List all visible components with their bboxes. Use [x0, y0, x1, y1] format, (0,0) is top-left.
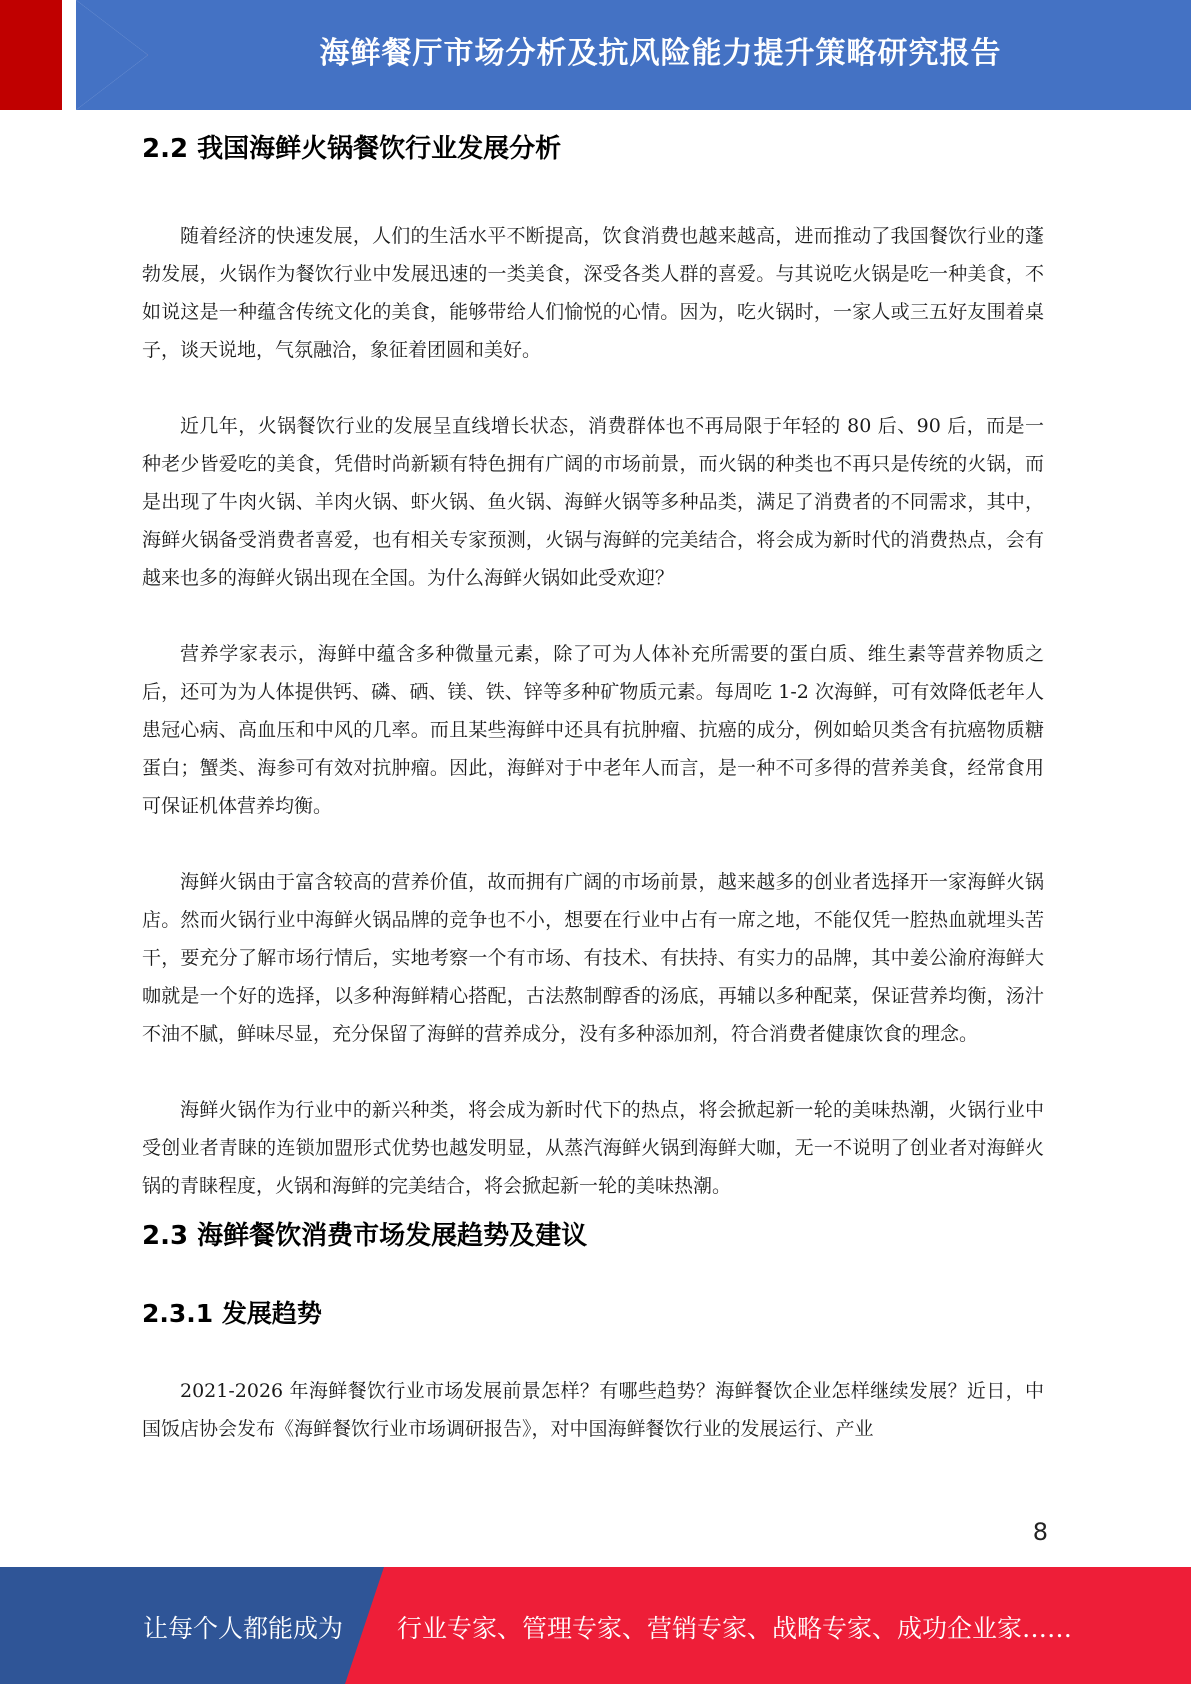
document-body	[142, 128, 1044, 1448]
paragraph: 海鲜火锅作为行业中的新兴种类，将会成为新时代下的热点，将会掀起新一轮的美味热潮，火锅行业中受创业者青睐的连锁加盟形式优势也越发明显，从蒸汽海鲜火锅到海鲜大咖，无一不说明了创业者对海鲜火锅的青睐程度，火锅和海鲜的完美结合，将会掀起新一轮的美味热潮。	[142, 1099, 1044, 1197]
section-heading-2-3: 2.3 海鲜餐饮消费市场发展趋势及建议	[142, 1221, 588, 1251]
paragraph: 近几年，火锅餐饮行业的发展呈直线增长状态，消费群体也不再局限于年轻的 80 后、90 后，而是一种老少皆爱吃的美食，凭借时尚新颖有特色拥有广阔的市场前景，而火锅的种类也不再只是传统的火锅，而是出现了牛肉火锅、羊肉火锅、虾火锅、鱼火锅、海鲜火锅等多种品类，满足了消费者的不同需求，其中，海鲜火锅备受消费者喜爱，也有相关专家预测，火锅与海鲜的完美结合，将会成为新时代的消费热点，会有越来也多的海鲜火锅出现在全国。为什么海鲜火锅如此受欢迎？	[142, 415, 1044, 589]
paragraph: 营养学家表示，海鲜中蕴含多种微量元素，除了可为人体补充所需要的蛋白质、维生素等营养物质之后，还可为为人体提供钙、磷、硒、镁、铁、锌等多种矿物质元素。每周吃 1-2 次海鲜，可有效降低老年人患冠心病、高血压和中风的几率。而且某些海鲜中还具有抗肿瘤、抗癌的成分，例如蛤贝类含有抗癌物质糖蛋白；蟹类、海参可有效对抗肿瘤。因此，海鲜对于中老年人而言，是一种不可多得的营养美食，经常食用可保证机体营养均衡。	[142, 643, 1044, 817]
paragraph: 2021-2026 年海鲜餐饮行业市场发展前景怎样？有哪些趋势？海鲜餐饮企业怎样继续发展？近日，中国饭店协会发布《海鲜餐饮行业市场调研报告》，对中国海鲜餐饮行业的发展运行、产业	[142, 1380, 1044, 1440]
section-heading-2-2: 2.2 我国海鲜火锅餐饮行业发展分析	[142, 134, 562, 164]
page-number: 8	[1032, 1518, 1048, 1546]
paragraph: 海鲜火锅由于富含较高的营养价值，故而拥有广阔的市场前景，越来越多的创业者选择开一家海鲜火锅店。然而火锅行业中海鲜火锅品牌的竞争也不小，想要在行业中占有一席之地，不能仅凭一腔热血就埋头苦干，要充分了解市场行情后，实地考察一个有市场、有技术、有扶持、有实力的品牌，其中姜公渝府海鲜大咖就是一个好的选择，以多种海鲜精心搭配，古法熬制醇香的汤底，再辅以多种配菜，保证营养均衡，汤汁不油不腻，鲜味尽显，充分保留了海鲜的营养成分，没有多种添加剂，符合消费者健康饮食的理念。	[142, 871, 1044, 1045]
page-footer	[0, 1567, 1191, 1684]
header-title: 海鲜餐厅市场分析及抗风险能力提升策略研究报告	[319, 36, 1002, 71]
footer-slogan-right: 行业专家、管理专家、营销专家、战略专家、成功企业家……	[397, 1614, 1073, 1643]
paragraph: 随着经济的快速发展，人们的生活水平不断提高，饮食消费也越来越高，进而推动了我国餐饮行业的蓬勃发展，火锅作为餐饮行业中发展迅速的一类美食，深受各类人群的喜爱。与其说吃火锅是吃一种美食，不如说这是一种蕴含传统文化的美食，能够带给人们愉悦的心情。因为，吃火锅时，一家人或三五好友围着桌子，谈天说地，气氛融洽，象征着团圆和美好。	[142, 225, 1044, 361]
page-header	[0, 0, 1191, 110]
footer-slogan-left: 让每个人都能成为	[143, 1614, 344, 1643]
subsection-heading-2-3-1: 2.3.1 发展趋势	[142, 1299, 322, 1328]
